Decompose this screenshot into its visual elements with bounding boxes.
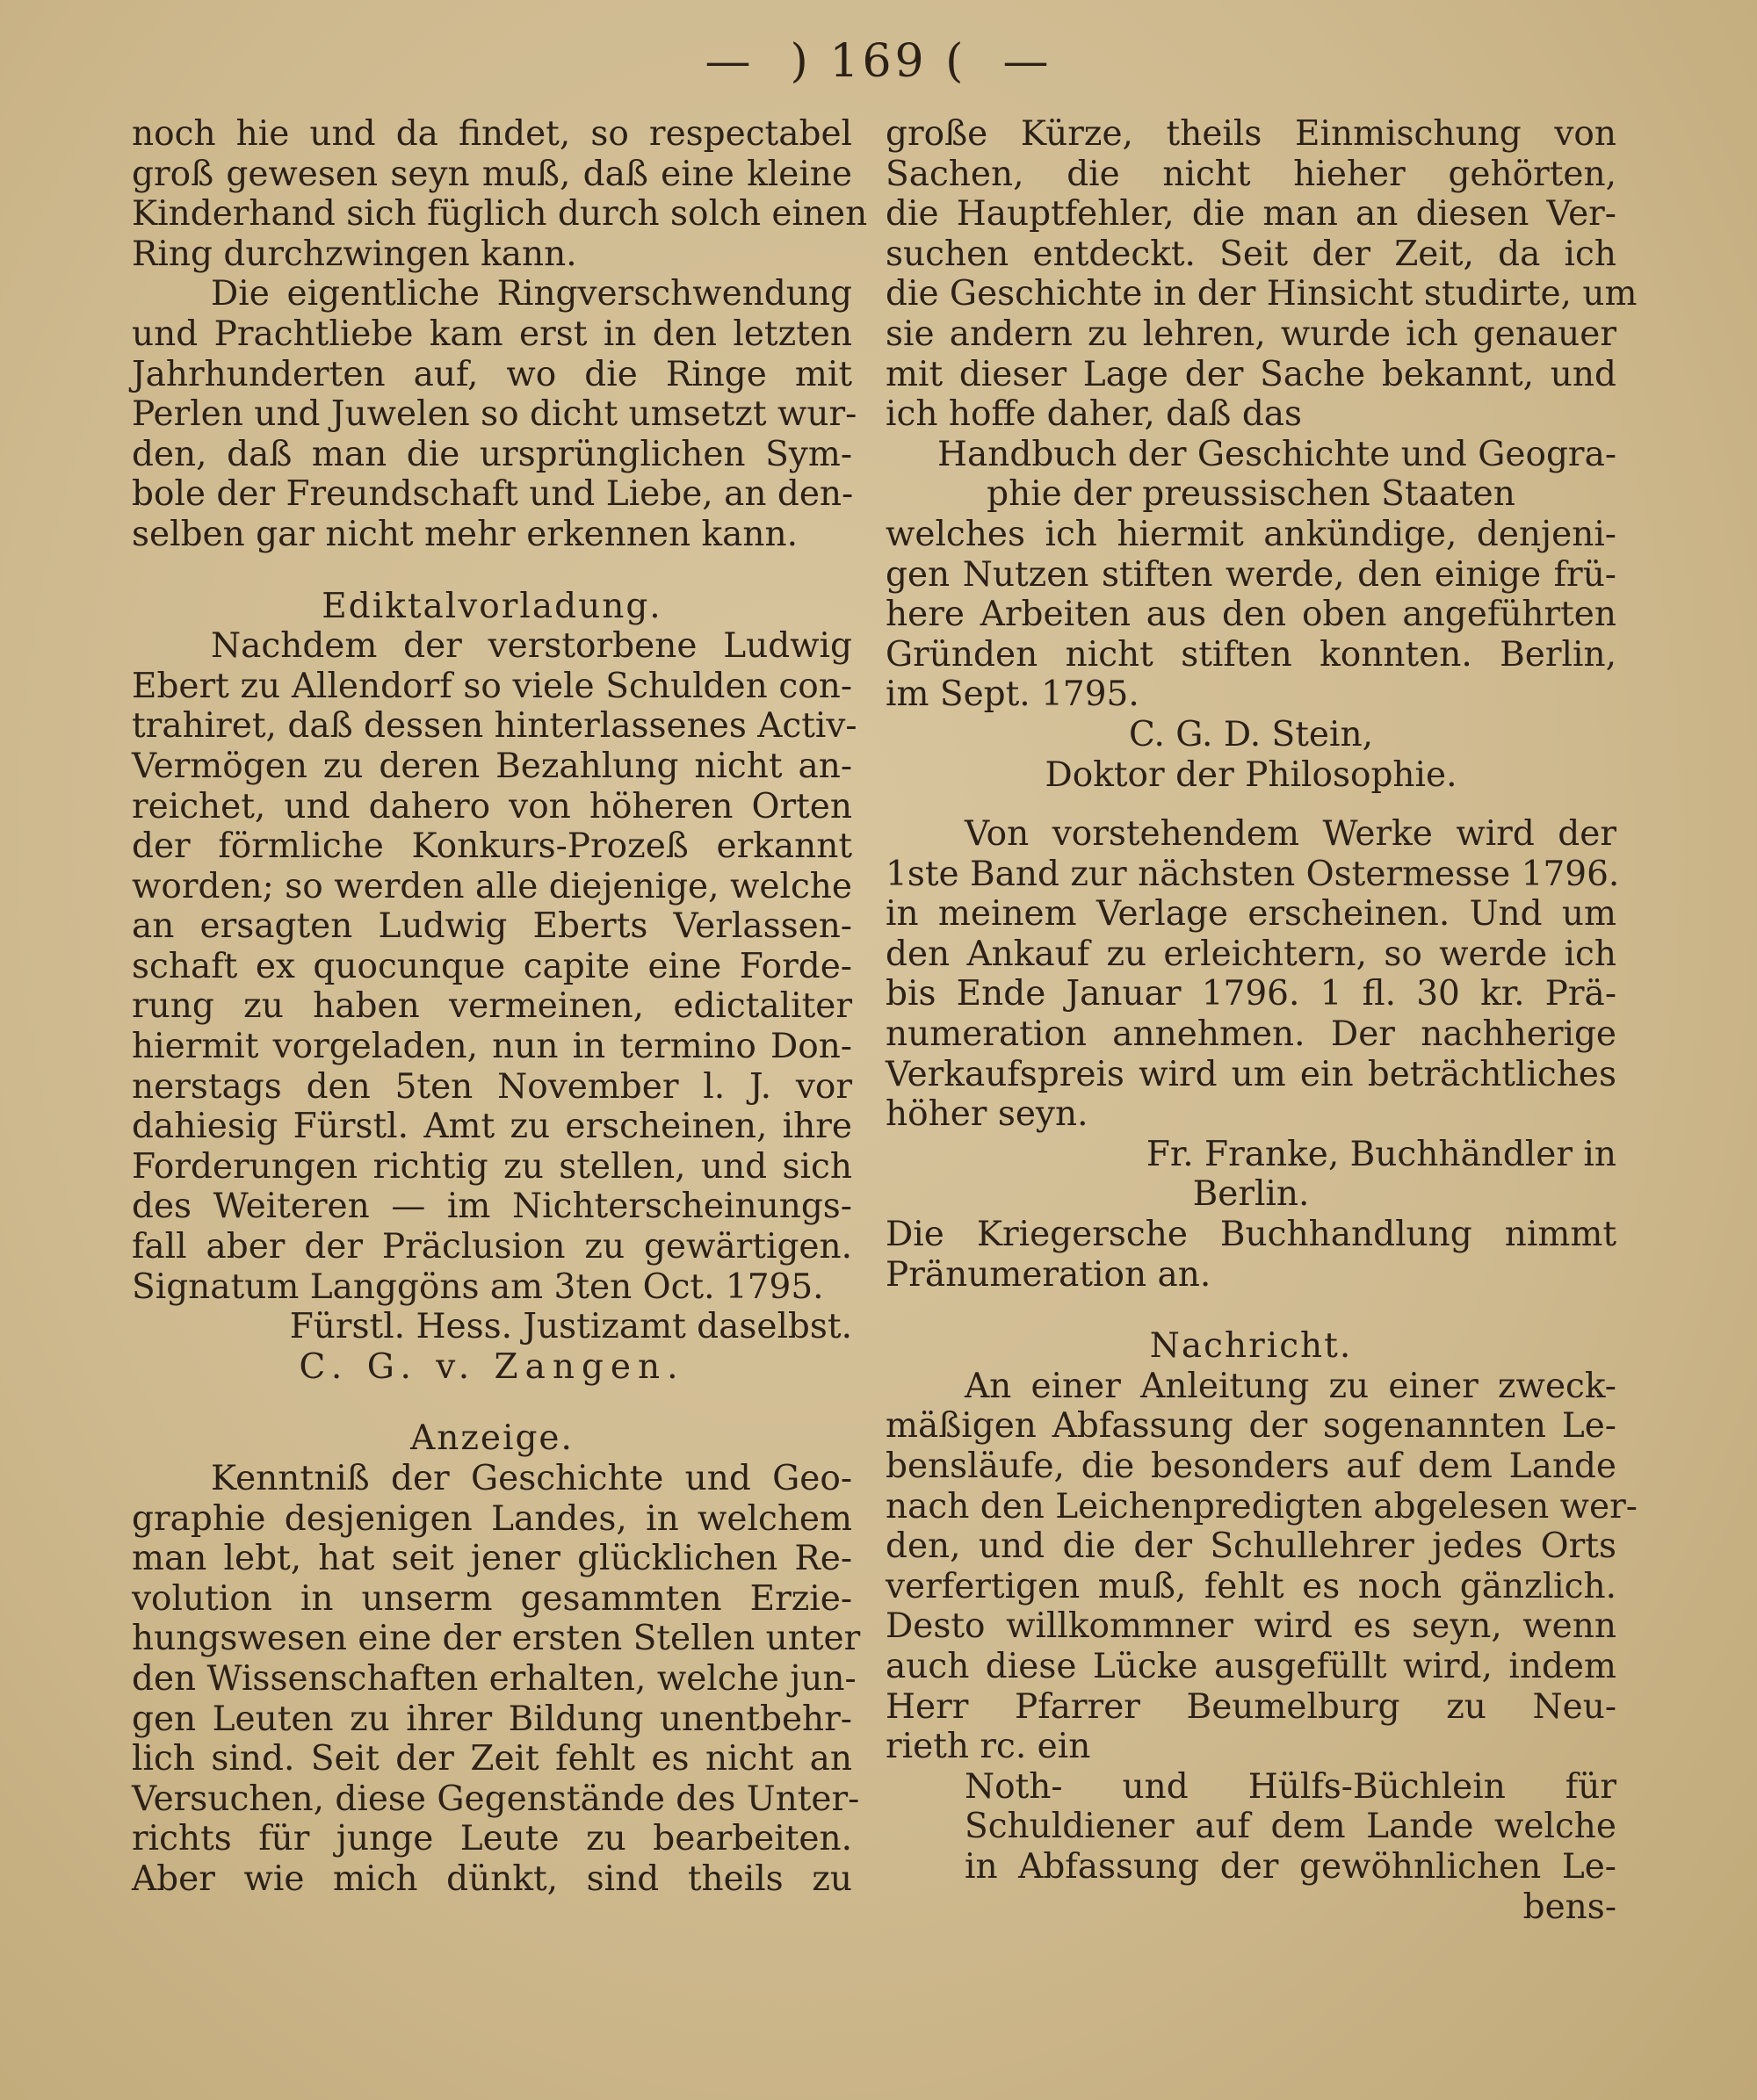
text-line: an ersagten Ludwig Eberts Verlassen- <box>132 906 852 947</box>
edikt-heading: Ediktalvorladung. <box>322 586 662 626</box>
text-line: gen Nutzen stiften werde, den einige frü- <box>886 554 1616 595</box>
edikt-signature-name: C. G. v. Zangen. <box>299 1346 685 1387</box>
text-line: die Hauptfehler, die man an diesen Ver- <box>886 194 1616 235</box>
text-line: der förmliche Konkurs-Prozeß erkannt <box>132 826 852 867</box>
text-line: den, daß man die ursprünglichen Sym- <box>132 434 852 474</box>
text-line: reichet, und dahero von höheren Orten <box>132 786 852 826</box>
text-line: Gründen nicht stiften konnten. Berlin, <box>886 634 1616 675</box>
page-header: — ) 169 ( — <box>705 35 1052 88</box>
text-line: graphie desjenigen Landes, in welchem <box>132 1498 852 1539</box>
text-line: selben gar nicht mehr erkennen kann. <box>132 514 799 554</box>
book-title-line-1: Handbuch der Geschichte und Geogra- <box>936 434 1616 474</box>
text-line: richts für junge Leute zu bearbeiten. <box>132 1819 852 1859</box>
text-line: welches ich hiermit ankündige, denjeni- <box>886 514 1616 554</box>
text-line: An einer Anleitung zu einer zweck- <box>965 1366 1616 1406</box>
text-line: bole der Freundschaft und Liebe, an den- <box>132 474 854 515</box>
text-line: Desto willkommner wird es seyn, wenn <box>886 1606 1616 1647</box>
verlag-notice <box>886 814 1620 1295</box>
text-line: numeration annehmen. Der nachherige <box>886 1014 1616 1055</box>
text-line: große Kürze, theils Einmischung von <box>886 114 1616 154</box>
text-line: Signatum Langgöns am 3ten Oct. 1795. <box>132 1266 824 1307</box>
text-line: Versuchen, diese Gegenstände des Unter- <box>132 1779 860 1819</box>
edikt-section <box>132 586 857 1388</box>
text-line: Jahrhunderten auf, wo die Ringe mit <box>132 354 852 394</box>
text-line: worden; so werden alle diejenige, welche <box>132 866 852 906</box>
edikt-signature-office: Fürstl. Hess. Justizamt daselbst. <box>289 1307 852 1347</box>
text-line: man lebt, hat seit jener glücklichen Re- <box>132 1539 852 1579</box>
text-line: Ring durchzwingen kann. <box>132 234 577 274</box>
text-line: Vermögen zu deren Bezahlung nicht an- <box>132 746 852 786</box>
text-line: den Wissenschaften erhalten, welche jun- <box>132 1658 857 1699</box>
text-line: in meinem Verlage erscheinen. Und um <box>886 894 1616 935</box>
left-column <box>132 114 868 1900</box>
text-line: Herr Pfarrer Beumelburg zu Neu- <box>886 1686 1616 1727</box>
page-number: 169 <box>829 35 928 88</box>
text-line: ich hoffe daher, daß das <box>886 394 1303 435</box>
text-line: groß gewesen seyn muß, daß eine kleine <box>132 154 852 194</box>
text-line: im Sept. 1795. <box>886 675 1139 715</box>
header-left-rule: — <box>705 35 755 88</box>
text-line: bis Ende Januar 1796. 1 fl. 30 kr. Prä- <box>886 974 1616 1014</box>
text-line: den, und die der Schullehrer jedes Orts <box>886 1526 1616 1567</box>
text-line: und Prachtliebe kam erst in den letzten <box>132 314 852 354</box>
booklet-title-line: in Abfassung der gewöhnlichen Le- <box>965 1846 1616 1887</box>
paragraph-rings-2 <box>132 274 857 554</box>
paragraph-rings-1 <box>132 114 868 274</box>
catchword: bens- <box>1522 1887 1616 1927</box>
publisher-name: Fr. Franke, Buchhändler in <box>1146 1134 1616 1174</box>
text-line: Die Kriegersche Buchhandlung nimmt <box>886 1215 1616 1255</box>
text-line: den Ankauf zu erleichtern, so werde ich <box>886 934 1616 974</box>
text-line: Aber wie mich dünkt, sind theils zu <box>132 1858 852 1899</box>
text-line: here Arbeiten aus den oben angeführten <box>886 595 1616 635</box>
text-line: nerstags den 5ten November l. J. vor <box>132 1066 852 1107</box>
author-signature: C. G. D. Stein, <box>1129 714 1373 754</box>
text-line: noch hie und da findet, so respectabel <box>132 114 852 154</box>
text-line: schaft ex quocunque capite eine Forde- <box>132 946 852 986</box>
text-line: Forderungen richtig zu stellen, und sich <box>132 1146 852 1187</box>
text-line: 1ste Band zur nächsten Ostermesse 1796. <box>886 854 1620 894</box>
text-line: rieth rc. ein <box>886 1727 1091 1767</box>
text-line: Verkaufspreis wird um ein beträchtliches <box>886 1054 1616 1094</box>
text-line: fall aber der Präclusion zu gewärtigen. <box>132 1227 852 1267</box>
booklet-title-line: Schuldiener auf dem Lande welche <box>965 1807 1616 1847</box>
publisher-city: Berlin. <box>1192 1174 1310 1215</box>
text-line: Ebert zu Allendorf so viele Schulden con- <box>132 666 852 706</box>
text-line: hiermit vorgeladen, nun in termino Don- <box>132 1027 852 1067</box>
anzeige-heading: Anzeige. <box>410 1418 574 1459</box>
text-line: lich sind. Seit der Zeit fehlt es nicht an <box>132 1739 852 1779</box>
text-line: Nachdem der verstorbene Ludwig <box>211 626 852 667</box>
text-line: Von vorstehendem Werke wird der <box>965 814 1616 855</box>
booklet-title-line: Noth- und Hülfs-Büchlein für <box>965 1766 1616 1807</box>
text-line: Pränumeration an. <box>886 1254 1211 1295</box>
text-line: suchen entdeckt. Seit der Zeit, da ich <box>886 234 1616 274</box>
anzeige-section <box>132 1418 861 1899</box>
text-line: nach den Leichenpredigten abgelesen wer- <box>886 1486 1638 1526</box>
nachricht-heading: Nachricht. <box>1149 1326 1353 1367</box>
text-line: rung zu haben vermeinen, edictaliter <box>132 986 852 1027</box>
text-line: mit dieser Lage der Sache bekannt, und <box>886 354 1616 394</box>
text-line: gen Leuten zu ihrer Bildung unentbehr- <box>132 1699 852 1739</box>
nachricht-section <box>886 1326 1638 1927</box>
text-line: mäßigen Abfassung der sogenannten Le- <box>886 1406 1616 1447</box>
text-line: volution in unserm gesammten Erzie- <box>132 1578 852 1619</box>
header-right-rule: — <box>1002 35 1052 88</box>
text-line: verfertigen muß, fehlt es noch gänzlich. <box>886 1566 1616 1606</box>
text-line: Kenntniß der Geschichte und Geo- <box>211 1459 852 1498</box>
text-line: bensläufe, die besonders auf dem Lande <box>886 1447 1616 1486</box>
text-line: Die eigentliche Ringverschwendung <box>211 274 852 314</box>
text-line: trahiret, daß dessen hinterlassenes Activ- <box>132 706 857 747</box>
text-line: sie andern zu lehren, wurde ich genauer <box>886 314 1616 354</box>
text-line: des Weiteren — im Nichterscheinungs- <box>132 1187 852 1227</box>
text-line: Kinderhand sich füglich durch solch einen <box>132 194 868 235</box>
text-line: hungswesen eine der ersten Stellen unter <box>132 1619 861 1659</box>
text-line: dahiesig Fürstl. Amt zu erscheinen, ihre <box>132 1107 852 1147</box>
text-line: die Geschichte in der Hinsicht studirte, um <box>886 274 1638 314</box>
anzeige-continued <box>886 114 1638 795</box>
text-line: auch diese Lücke ausgefüllt wird, indem <box>886 1646 1616 1686</box>
right-column <box>886 114 1638 1927</box>
text-line: Sachen, die nicht hieher gehörten, <box>886 154 1616 194</box>
author-title: Doktor der Philosophie. <box>1045 754 1457 795</box>
book-title-line-2: phie der preussischen Staaten <box>987 474 1515 515</box>
text-line: Perlen und Juwelen so dicht umsetzt wur- <box>132 394 857 435</box>
text-line: höher seyn. <box>886 1094 1088 1135</box>
